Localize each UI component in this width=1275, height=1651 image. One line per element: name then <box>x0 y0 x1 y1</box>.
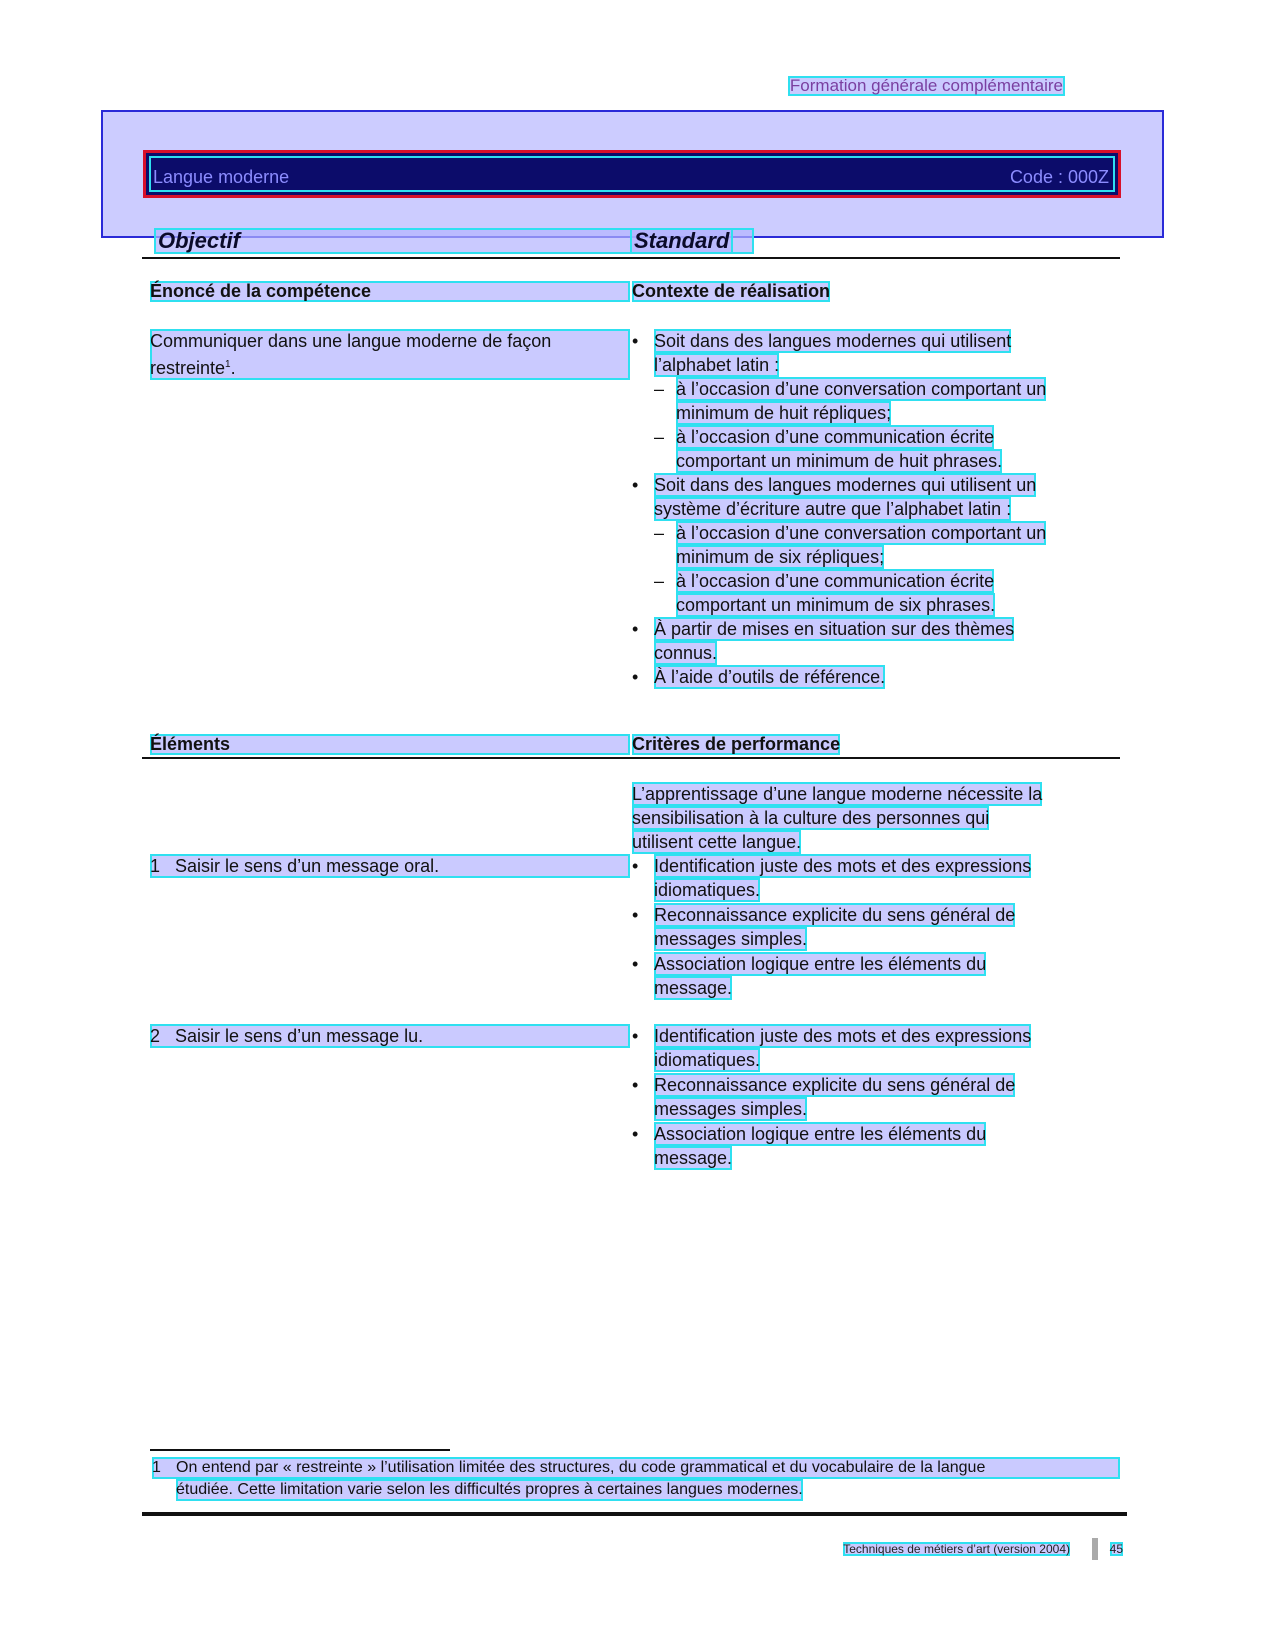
intro-line: sensibilisation à la culture des personnes qui <box>632 808 990 828</box>
bullet-icon: • <box>632 331 639 351</box>
context-line: comportant un minimum de huit phrases. <box>676 451 1003 471</box>
subject-title: Langue moderne <box>153 167 290 187</box>
footnote <box>152 1457 1120 1501</box>
footer-separator <box>1092 1538 1098 1560</box>
criterion-item <box>632 854 1092 902</box>
bullet-icon: • <box>632 1026 639 1046</box>
context-line: à l’occasion d’une conversation comportant un <box>676 523 1047 543</box>
bullet-icon: • <box>632 619 639 639</box>
dash-icon: – <box>654 523 665 543</box>
context-item <box>632 665 1072 689</box>
criterion-line: Reconnaissance explicite du sens général de <box>654 1075 1016 1095</box>
standard-heading: Standard <box>630 228 733 254</box>
subject-banner <box>143 150 1121 198</box>
element-number: 1 <box>150 856 161 876</box>
subject-code: Code : 000Z <box>1009 167 1109 187</box>
criterion-item <box>632 952 1092 1000</box>
context-subitem <box>654 521 1104 569</box>
criterion-line: message. <box>654 1148 733 1168</box>
element-number: 2 <box>150 1026 161 1046</box>
element-2 <box>150 1024 630 1048</box>
criterion-line: Association logique entre les éléments du <box>654 954 987 974</box>
dash-icon: – <box>654 571 665 591</box>
criterion-line: message. <box>654 978 733 998</box>
element-1 <box>150 854 630 878</box>
bullet-icon: • <box>632 954 639 974</box>
objectif-heading: Objectif <box>154 228 754 254</box>
criterion-line: messages simples. <box>654 1099 808 1119</box>
elements-rule <box>142 757 1120 759</box>
context-item <box>632 617 1072 665</box>
context-subitem <box>654 425 1104 473</box>
criterion-line: messages simples. <box>654 929 808 949</box>
criteria-heading: Critères de performance <box>632 734 841 754</box>
bullet-icon: • <box>632 905 639 925</box>
criterion-line: idiomatiques. <box>654 1050 761 1070</box>
criterion-line: Identification juste des mots et des expressions <box>654 856 1032 876</box>
section-rule <box>142 257 1120 259</box>
footnote-text: On entend par « restreinte » l’utilisation limitée des structures, du code grammatical et du vocabulaire de la langue <box>176 1459 986 1476</box>
bullet-icon: • <box>632 1124 639 1144</box>
context-line: minimum de six répliques; <box>676 547 885 567</box>
intro-line: L’apprentissage d’une langue moderne nécessite la <box>632 784 1043 804</box>
competence-line1: Communiquer dans une langue moderne de façon <box>150 331 552 351</box>
footnote-rule <box>150 1449 450 1451</box>
page-number: 45 <box>1109 1542 1123 1556</box>
subject-banner-inner <box>149 156 1115 192</box>
context-line: à l’occasion d’une conversation comportant un <box>676 379 1047 399</box>
footnote-number: 1 <box>152 1459 161 1476</box>
dash-icon: – <box>654 379 665 399</box>
element-text: Saisir le sens d’un message lu. <box>175 1026 424 1046</box>
context-line: à l’occasion d’une communication écrite <box>676 427 995 447</box>
footnote-line2: étudiée. Cette limitation varie selon les difficultés propres à certaines langues modernes. <box>176 1479 803 1501</box>
footnote-ref: 1 <box>225 359 231 370</box>
context-line: Soit dans des langues modernes qui utilisent un <box>654 475 1037 495</box>
criterion-item <box>632 1024 1092 1072</box>
context-item <box>632 473 1072 521</box>
context-line: minimum de huit répliques; <box>676 403 892 423</box>
competence-line2-text: restreinte <box>150 358 226 378</box>
document-series-label: Formation générale complémentaire <box>789 76 1063 95</box>
context-line: À partir de mises en situation sur des thèmes <box>654 619 1015 639</box>
criterion-line: Association logique entre les éléments du <box>654 1124 987 1144</box>
criterion-item <box>632 1073 1092 1121</box>
criteria-intro <box>632 782 1102 854</box>
context-line: l’alphabet latin : <box>654 355 780 375</box>
criterion-item <box>632 903 1092 951</box>
context-line: comportant un minimum de six phrases. <box>676 595 996 615</box>
criterion-item <box>632 1122 1092 1170</box>
element-text: Saisir le sens d’un message oral. <box>175 856 440 876</box>
context-line: connus. <box>654 643 718 663</box>
context-line: Soit dans des langues modernes qui utilisent <box>654 331 1012 351</box>
context-subitem <box>654 569 1104 617</box>
header-panel <box>101 110 1164 238</box>
bullet-icon: • <box>632 475 639 495</box>
intro-line: utilisent cette langue. <box>632 832 802 852</box>
bullet-icon: • <box>632 856 639 876</box>
context-line: système d’écriture autre que l’alphabet latin : <box>654 499 1012 519</box>
elements-heading: Éléments <box>150 734 630 755</box>
competence-statement <box>150 329 630 380</box>
footnote-line1 <box>152 1457 1120 1479</box>
context-subitem <box>654 377 1104 425</box>
criterion-line: Reconnaissance explicite du sens général de <box>654 905 1016 925</box>
context-line: à l’occasion d’une communication écrite <box>676 571 995 591</box>
criterion-line: idiomatiques. <box>654 880 761 900</box>
footer-rule <box>142 1512 1127 1516</box>
bullet-icon: • <box>632 1075 639 1095</box>
context-item <box>632 329 1062 377</box>
competence-heading: Énoncé de la compétence <box>150 281 630 302</box>
competence-line2-end: . <box>230 358 236 378</box>
context-line: À l’aide d’outils de référence. <box>654 667 886 687</box>
contexte-heading: Contexte de réalisation <box>632 281 831 301</box>
footer-program: Techniques de métiers d’art (version 2004) <box>843 1542 1070 1556</box>
bullet-icon: • <box>632 667 639 687</box>
dash-icon: – <box>654 427 665 447</box>
criterion-line: Identification juste des mots et des expressions <box>654 1026 1032 1046</box>
competence-line2 <box>150 353 630 380</box>
